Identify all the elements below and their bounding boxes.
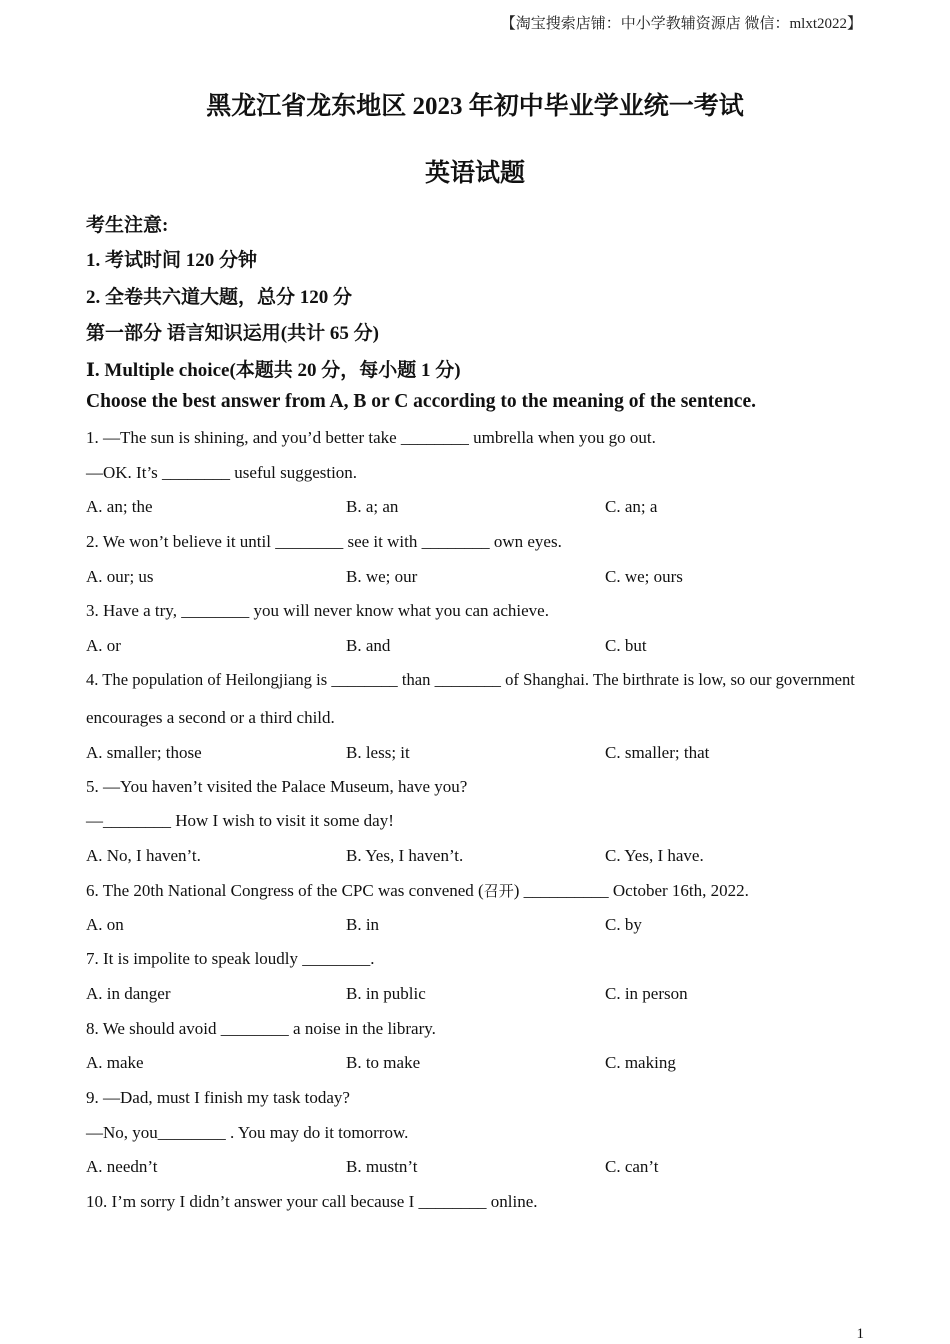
question-6-line-1 — [86, 880, 749, 901]
question-3-line-1: 3. Have a try, ________ you will never know what you can achieve. — [86, 601, 549, 620]
option-b: B. Yes, I haven’t. — [346, 846, 464, 865]
option-c: C. but — [605, 636, 647, 655]
question-4-line-2: encourages a second or a third child. — [86, 708, 335, 727]
option-c: C. can’t — [605, 1157, 659, 1176]
option-b: B. and — [346, 636, 391, 655]
option-b: B. less; it — [346, 743, 410, 762]
option-b: B. we; our — [346, 567, 418, 586]
notice-heading: 考生注意: — [86, 215, 169, 236]
question-9-line-1: 9. —Dad, must I finish my task today? — [86, 1088, 350, 1107]
option-a: A. needn’t — [86, 1157, 158, 1176]
question-9-line-2: —No, you________ . You may do it tomorrow. — [86, 1123, 409, 1142]
question-5-line-1: 5. —You haven’t visited the Palace Museum, have you? — [86, 777, 468, 796]
question-7-line-1: 7. It is impolite to speak loudly ________. — [86, 949, 375, 968]
option-c: C. Yes, I have. — [605, 846, 704, 865]
exam-title: 黑龙江省龙东地区 2023 年初中毕业学业统一考试 — [206, 93, 744, 120]
notice-item-2: 2. 全卷共六道大题，总分 120 分 — [86, 287, 353, 308]
option-b: B. a; an — [346, 497, 399, 516]
question-1-line-1: 1. —The sun is shining, and you’d better take ________ umbrella when you go out. — [86, 428, 656, 447]
option-a: A. smaller; those — [86, 743, 202, 762]
option-a: A. our; us — [86, 567, 154, 586]
question-4-line-1: 4. The population of Heilongjiang is ________ than ________ of Shanghai. The birthrate is low, so our government — [86, 670, 855, 689]
option-b: B. in — [346, 915, 380, 934]
question-6-text-before: 6. The 20th National Congress of the CPC was convened ( — [86, 881, 484, 900]
option-b: B. mustn’t — [346, 1157, 418, 1176]
question-6-text-after: ) __________ October 16th, 2022. — [513, 881, 749, 900]
option-c: C. by — [605, 915, 642, 934]
option-c: C. in person — [605, 984, 688, 1003]
part1-heading: 第一部分 语言知识运用(共计 65 分) — [86, 323, 379, 344]
option-b: B. in public — [346, 984, 426, 1003]
option-c: C. making — [605, 1053, 676, 1072]
page-number: 1 — [856, 1326, 864, 1342]
notice-item-1: 1. 考试时间 120 分钟 — [86, 250, 258, 271]
option-a: A. on — [86, 915, 124, 934]
option-a: A. an; the — [86, 497, 153, 516]
question-8-line-1: 8. We should avoid ________ a noise in the library. — [86, 1019, 436, 1038]
option-a: A. make — [86, 1053, 144, 1072]
option-c: C. we; ours — [605, 567, 683, 586]
option-a: A. No, I haven’t. — [86, 846, 201, 865]
question-5-line-2: —________ How I wish to visit it some day! — [86, 811, 394, 830]
question-1-line-2: —OK. It’s ________ useful suggestion. — [86, 463, 358, 482]
question-10-line-1: 10. I’m sorry I didn’t answer your call because I ________ online. — [86, 1192, 538, 1211]
section1-heading: Ⅰ. Multiple choice(本题共 20 分，每小题 1 分) — [86, 360, 461, 381]
exam-subtitle: 英语试题 — [424, 160, 525, 187]
option-b: B. to make — [346, 1053, 421, 1072]
option-c: C. smaller; that — [605, 743, 710, 762]
option-a: A. or — [86, 636, 121, 655]
header-note: 【淘宝搜索店铺：中小学教辅资源店 微信：mlxt2022】 — [500, 16, 862, 32]
instruction: Choose the best answer from A, B or C according to the meaning of the sentence. — [86, 391, 756, 412]
option-c: C. an; a — [605, 497, 658, 516]
question-6-chinese-gloss: 召开 — [483, 884, 514, 900]
option-a: A. in danger — [86, 984, 171, 1003]
question-2-line-1: 2. We won’t believe it until ________ see it with ________ own eyes. — [86, 532, 562, 551]
